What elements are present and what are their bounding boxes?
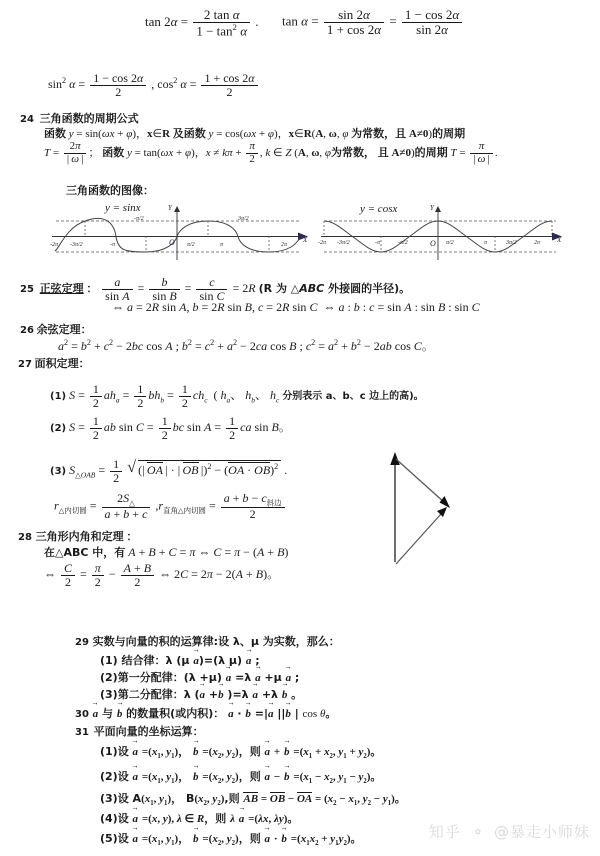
section-30-title: a → 与 b → 的数量积(或内积)： a → · b → =|a → ||b → | cos θ。 — [93, 707, 337, 720]
sine-tick--3pi-2: -3π/2 — [70, 242, 83, 248]
sine-graph-title: y = sinx — [105, 202, 141, 214]
section-31-item-3: (3)设 $A(x_1$, $y_1$)， $B(x_2$, $y_2$),则 AB = OB − OA = ($x_2 - x_1$, $y_2 - y_1$)。 — [100, 792, 406, 808]
section-28-line1: 在△ABC 中，有 A + B + C = π ⇔ C = π − (A + B) — [44, 545, 289, 559]
section-24-subtitle: 三角函数的图像： — [66, 184, 154, 197]
section-27-item-1: (1) S = $\frac{1}{2}$ $ah_a$ = $\frac{1}{2}$ $bh_b$ = $\frac{1}{2}$ $ch_c$ ( $h_a$、 $h_b$、 $h_c$ 分别表示 a、b、c 边上的高)。 — [50, 382, 424, 410]
section-26-heading: 26 余弦定理： — [20, 323, 92, 336]
section-27-number: 27 — [18, 359, 32, 370]
sine-tick-pi-2: π/2 — [187, 242, 195, 248]
sine-tick-pi: π — [220, 242, 224, 248]
section-24-title: 三角函数的周期公式 — [39, 112, 139, 125]
cosine-tick--pi-2: -π/2 — [398, 240, 408, 246]
cosine-graph-origin: O — [430, 239, 436, 248]
section-25-line2: ⇔ a = 2R sin A, b = 2R sin B, c = 2R sin C ⇔ a : b : c = sin A : sin B : sin C — [112, 300, 480, 314]
section-26-line1: $a^2 = b^2 + c^2 - 2bc$ cos A ; $b^2 = c^2 + a^2 - 2ca$ cos B ; $c^2 = a^2 + b^2 - 2ab$ cos C。 — [58, 338, 434, 353]
watermark-handle: @暴走小师妹 — [493, 823, 590, 841]
section-31-heading — [75, 723, 204, 739]
cosine-graph-x-label: X — [557, 236, 562, 244]
sine-tick-3pi-2: 3π/2 — [238, 216, 249, 222]
section-26-title: 余弦定理 — [36, 323, 81, 336]
section-31-item-1: (1)设 $a \to =(x_1$, $y_1$)， $b \to =(x_2$, $y_2$)，则 a → + $b \to =(x_1 + x_2$, $y_1 + y_2$)。 — [100, 743, 381, 760]
section-27-title: 面积定理 — [34, 357, 79, 370]
sine-graph — [48, 202, 313, 264]
cosine-tick--3pi-2: -3π/2 — [337, 240, 350, 246]
sine-tick--pi-2: -π/2 — [134, 216, 144, 222]
section-27-item-3: (3) $S_{\triangle OAB}$ = $\frac{1}{2}$ √ (| OA | · | OB |)$^2$ − (OA · OB)$^2$ . — [50, 458, 287, 485]
section-25-title: 正弦定理 — [39, 282, 84, 296]
section-24-line1: 函数 y = sin(ωx + φ)，x∈R 及函数 y = cos(ωx + φ)，x∈R(A, ω, φ 为常数，且 A≠0)的周期 — [44, 127, 466, 140]
sine-graph-origin: O — [169, 238, 175, 247]
section-28-number: 28 — [18, 532, 32, 543]
cosine-graph-title: y = cosx — [360, 203, 398, 215]
watermark — [429, 821, 590, 842]
section-31-number: 31 — [75, 727, 89, 738]
section-24-heading — [20, 110, 139, 126]
section-29-item-1: (1) 结合律：λ (μ a →)=(λ μ) a → ; — [100, 652, 260, 668]
cosine-tick-pi: π — [484, 240, 488, 246]
cosine-graph-y-label: Y — [430, 204, 434, 212]
section-29-number: 29 — [75, 637, 89, 648]
section-30-number: 30 — [75, 709, 89, 720]
section-28-title: 三角形内角和定理 — [35, 530, 124, 543]
section-24-number: 24 — [20, 114, 34, 125]
sine-graph-x-label: X — [303, 236, 308, 244]
vector-triangle-diagram — [382, 442, 502, 587]
cosine-graph — [318, 202, 566, 264]
section-31-item-4: (4)设 a → =(x, y), λ ∈ R，则 λ a → =(λx, λy)。 — [100, 810, 298, 826]
section-31-item-5: (5)设 $a \to =(x_1$, $y_1$)， $b \to =(x_2$, $y_2$)，则 a → · $b \to =(x_1x_2 + y_1y_2)$。 — [100, 830, 362, 847]
section-24-line2: T = $\frac{2\pi}{| \omega |}$ ； 函数 y = tan(ωx + φ)，x ≠ kπ + $\frac{\pi}{2}$ , k ∈ Z (A, ω, φ为常数， 且 A≠0)的周期 T = $\frac{\pi}{| \omega |}$ . — [44, 140, 498, 165]
section-28-heading: 28 三角形内角和定理 ： — [18, 530, 138, 543]
formula-power-reduction: $\sin^2 \alpha$ = $\frac{1 - \cos 2\alpha}{2}$ , $\cos^2 \alpha$ = $\frac{1 + \cos 2\alpha}{2}$ — [48, 72, 260, 99]
section-31-item-2: (2)设 $a \to =(x_1$, $y_1$)， $b \to =(x_2$, $y_2$)，则 a → − $b \to =(x_1 - x_2$, $y_1 - y_2$)。 — [100, 768, 381, 785]
section-29-item-3: (3)第二分配律：λ (a → +b → )=λ a → +λ b → 。 — [100, 686, 302, 702]
section-27-item-2: (2) S = $\frac{1}{2}$ ab sin C = $\frac{1}{2}$ bc sin A = $\frac{1}{2}$ ca sin B。 — [50, 414, 291, 442]
section-25: 25 正弦定理 ： $\frac{a}{\text{sin A}}$ = $\frac{b}{\text{sin B}}$ = $\frac{c}{\text{sin C}}$ = 2R (R 为 △ABC 外接圆的半径)。 — [20, 275, 411, 303]
sine-tick-2pi: 2π — [281, 242, 288, 248]
sine-tick--pi: -π — [110, 242, 116, 248]
section-27-item-4-radius: $r_{\triangle 内切圆}$ = $\frac{2S_\triangle}{a + b + c}$ $,r_{直角\triangle 内切圆}$ = $a + b - c_{斜边}$ 2 — [54, 492, 287, 521]
at-icon: ⚬ — [471, 823, 486, 841]
section-25-number: 25 — [20, 284, 34, 296]
section-27-heading: 27 面积定理： — [18, 357, 90, 370]
section-29-title: 实数与向量的积的运算律:设 λ、μ 为实数，那么： — [92, 635, 340, 648]
formula-tan-double: tan 2α = $\frac{\text{2 tan α}}{1 - \tan^2 \alpha}$ . — [145, 7, 259, 39]
cosine-tick-3pi-2: 3π/2 — [506, 240, 517, 246]
cosine-tick-pi-2: π/2 — [446, 240, 454, 246]
section-26-number: 26 — [20, 325, 34, 336]
formula-tan-half-identity: tan α = $\frac{\sin 2\alpha}{1 + \cos 2\alpha}$ = $\frac{1 - \cos 2\alpha}{\sin 2\alpha}$ — [282, 8, 464, 37]
section-29-item-2: (2)第一分配律：(λ +μ) a → =λ a → +μ a → ; — [100, 669, 299, 685]
cosine-tick-2pi: 2π — [534, 240, 541, 246]
section-30 — [75, 705, 336, 721]
sine-graph-y-label: Y — [168, 204, 172, 212]
cosine-tick--pi: -π — [375, 240, 381, 246]
cosine-tick--2pi: -2π — [318, 240, 327, 246]
sine-tick--2pi: -2π — [50, 242, 59, 248]
watermark-site: 知乎 — [428, 823, 461, 841]
section-29-heading — [75, 633, 340, 649]
section-31-title: 平面向量的坐标运算： — [93, 725, 204, 738]
section-28-line2: ⇔ $\frac{C}{2}$ = $\frac{\pi}{2}$ − $\frac{A + B}{2}$ ⇔ 2C = 2π − 2(A + B)。 — [44, 561, 280, 589]
